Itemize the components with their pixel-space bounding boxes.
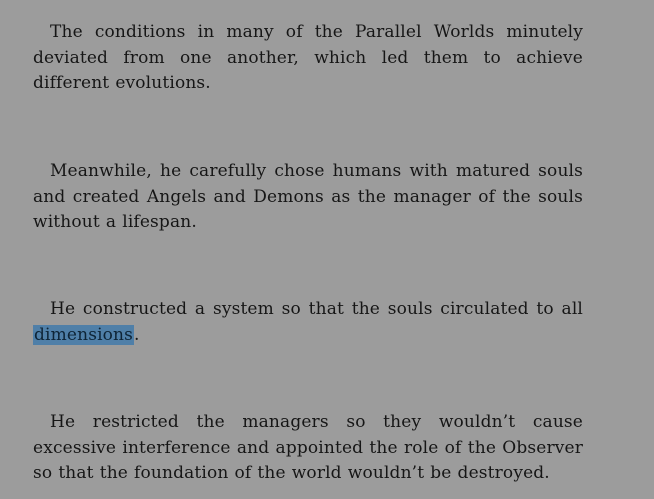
- paragraph-2: Meanwhile, he carefully chose humans with matured souls and created Angels and Demons as the manager of the souls without a lifespan.: [33, 161, 583, 232]
- paragraph-3-text: He constructed a system so that the souls circulated to all: [50, 299, 583, 319]
- paragraph-4: He restricted the managers so they wouldn’t cause excessive interference and appointed the role of the Observer so that the foundation of the world wouldn’t be destroyed.: [33, 412, 583, 483]
- paragraph-3-end: .: [134, 324, 140, 345]
- paragraph-1: The conditions in many of the Parallel Worlds minutely deviated from one another, which led them to achieve different evolutions.: [33, 22, 583, 93]
- selected-word-highlight[interactable]: dimensions: [34, 324, 134, 345]
- paragraph-3: [33, 297, 583, 348]
